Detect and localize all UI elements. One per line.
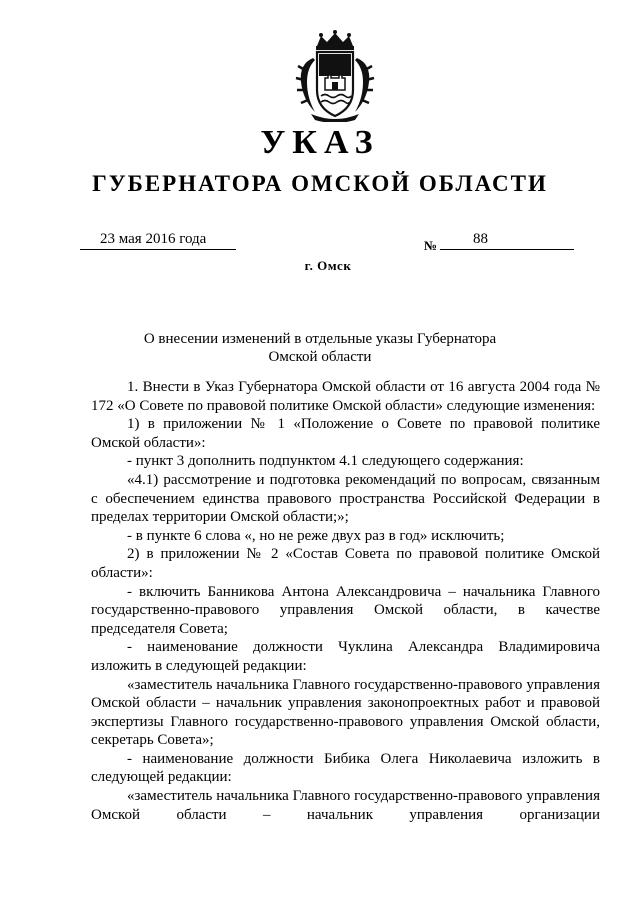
document-body [91, 378, 600, 824]
heading-line-2: Омской области [268, 349, 372, 365]
paragraph: - наименование должности Чуклина Александра Владимировича изложить в следующей редакции: [91, 639, 600, 674]
decree-date: 23 мая 2016 года [100, 231, 207, 247]
paragraph: «4.1) рассмотрение и подготовка рекомендаций по вопросам, связанным с обеспечением единства правового пространства Российской Федерации в пределах территории Омской области;»; [91, 471, 600, 526]
decree-number: 88 [473, 231, 488, 247]
city-name: г. Омск [304, 258, 352, 273]
paragraph: 1) в приложении № 1 «Положение о Совете по правовой политике Омской области»: [91, 416, 600, 451]
number-underline [440, 234, 574, 250]
document-heading [0, 330, 640, 366]
paragraph: - в пункте 6 слова «, но не реже двух раз в год» исключить; [127, 527, 505, 544]
paragraph: - включить Банникова Антона Александровича – начальника Главного государственно-правового управления Омской области, в качестве председателя Совета; [91, 583, 600, 637]
decree-title: УКАЗ [260, 124, 380, 161]
paragraph: «заместитель начальника Главного государственно-правового управления Омской области – начальник управления организации [91, 788, 600, 823]
heading-line-1: О внесении изменений в отдельные указы Губернатора [143, 331, 497, 347]
paragraph: 2) в приложении № 2 «Состав Совета по правовой политике Омской области»: [91, 546, 600, 581]
paragraph: - пункт 3 дополнить подпунктом 4.1 следующего содержания: [127, 453, 524, 470]
paragraph: «заместитель начальника Главного государственно-правового управления Омской области – начальник управления законопроектных работ и правовой экспертизы Главного государственно-правового управления Омской области, секретарь Совета»; [91, 676, 600, 749]
paragraph: 1. Внести в Указ Губернатора Омской области от 16 августа 2004 года № 172 «О Совете по правовой политике Омской области» следующие изменения: [91, 379, 600, 414]
coat-of-arms-emblem [293, 30, 377, 122]
paragraph: - наименование должности Бибика Олега Николаевича изложить в следующей редакции: [91, 750, 600, 786]
number-label: № [424, 238, 438, 253]
decree-subtitle: ГУБЕРНАТОРА ОМСКОЙ ОБЛАСТИ [92, 171, 548, 196]
